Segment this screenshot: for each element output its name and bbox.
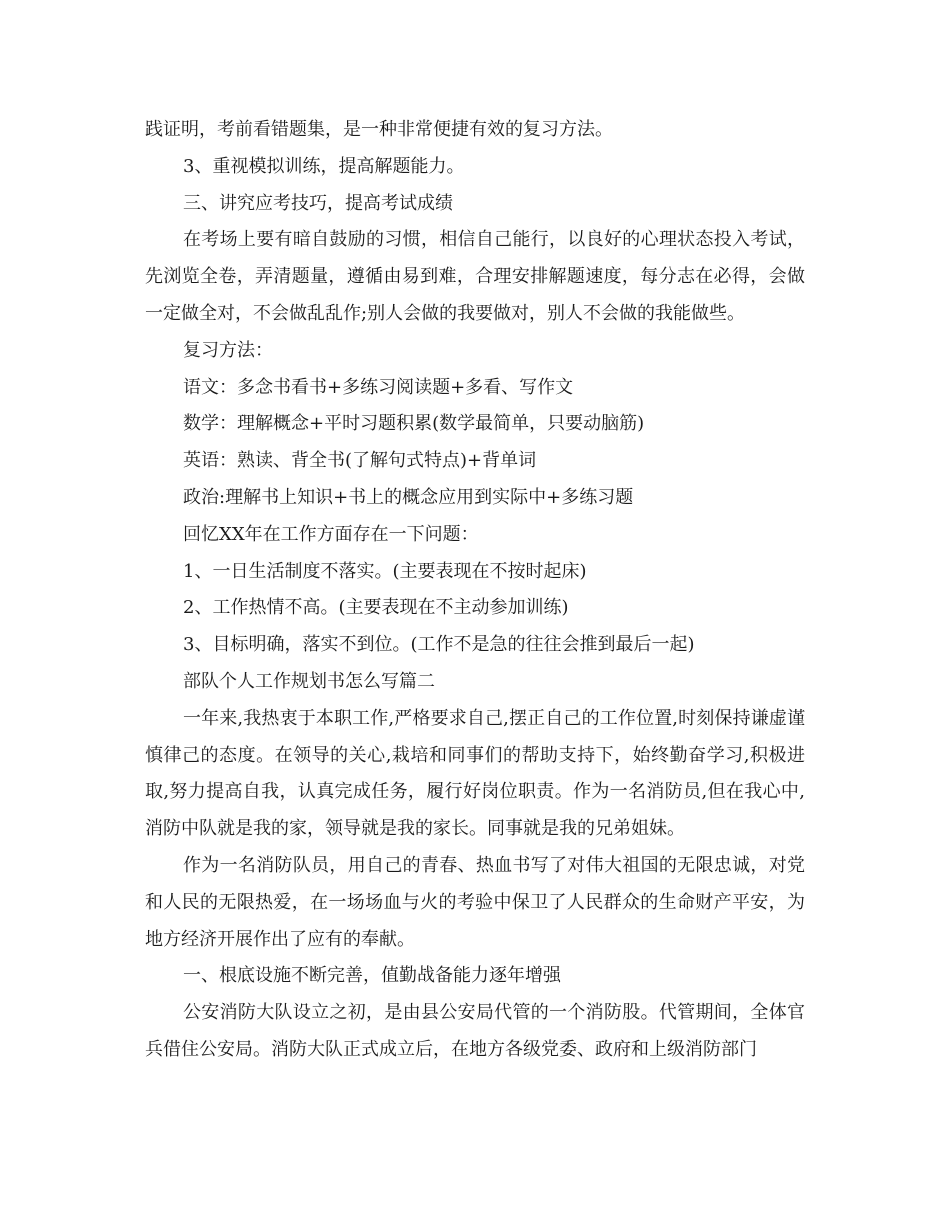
list-item: 3、目标明确，落实不到位。(工作不是急的往往会推到最后一起) [183, 634, 695, 656]
list-item: 语文：多念书看书+多练习阅读题+多看、写作文 [183, 376, 574, 398]
list-item: 英语：熟读、背全书(了解句式特点)+背单词 [183, 450, 537, 472]
document-body [145, 112, 805, 1069]
paragraph: 公安消防大队设立之初，是由县公安局代管的一个消防股。代管期间，全体官兵借住公安局。消防大队正式成立后，在地方各级党委、政府和上级消防部门 [145, 1002, 805, 1060]
section-heading: 一、根底设施不断完善，值勤战备能力逐年增强 [183, 965, 561, 987]
section-heading: 三、讲究应考技巧，提高考试成绩 [183, 192, 453, 214]
paragraph: 在考场上要有暗自鼓励的习惯，相信自己能行，以良好的心理状态投入考试，先浏览全卷，弄清题量，遵循由易到难，合理安排解题速度，每分志在必得，会做一定做全对，不会做乱乱作;别人会做的我要做对，别人不会做的我能做些。 [145, 229, 805, 324]
list-item: 数学：理解概念+平时习题积累(数学最简单，只要动脑筋) [183, 413, 645, 435]
paragraph: 回忆XX年在工作方面存在一下问题： [183, 523, 479, 545]
paragraph: 作为一名消防队员，用自己的青春、热血书写了对伟大祖国的无限忠诚，对党和人民的无限热爱，在一场场血与火的考验中保卫了人民群众的生命财产平安，为地方经济开展作出了应有的奉献。 [145, 854, 805, 950]
paragraph: 复习方法： [183, 339, 273, 361]
list-item: 1、一日生活制度不落实。(主要表现在不按时起床) [183, 560, 587, 582]
paragraph: 一年来,我热衷于本职工作,严格要求自己,摆正自己的工作位置,时刻保持谦虚谨慎律己的态度。在领导的关心,栽培和同事们的帮助支持下，始终勤奋学习,积极进取,努力提高自我，认真完成任务，履行好岗位职责。作为一名消防员,但在我心中,消防中队就是我的家，领导就是我的家长。同事就是我的兄弟姐妹。 [145, 707, 805, 840]
list-item: 2、工作热情不高。(主要表现在不主动参加训练) [183, 597, 569, 619]
paragraph: 3、重视模拟训练，提高解题能力。 [183, 155, 465, 177]
list-item: 政治:理解书上知识+书上的概念应用到实际中+多练习题 [183, 486, 634, 508]
paragraph: 践证明，考前看错题集，是一种非常便捷有效的复习方法。 [145, 119, 613, 140]
section-heading: 部队个人工作规划书怎么写篇二 [183, 670, 435, 692]
